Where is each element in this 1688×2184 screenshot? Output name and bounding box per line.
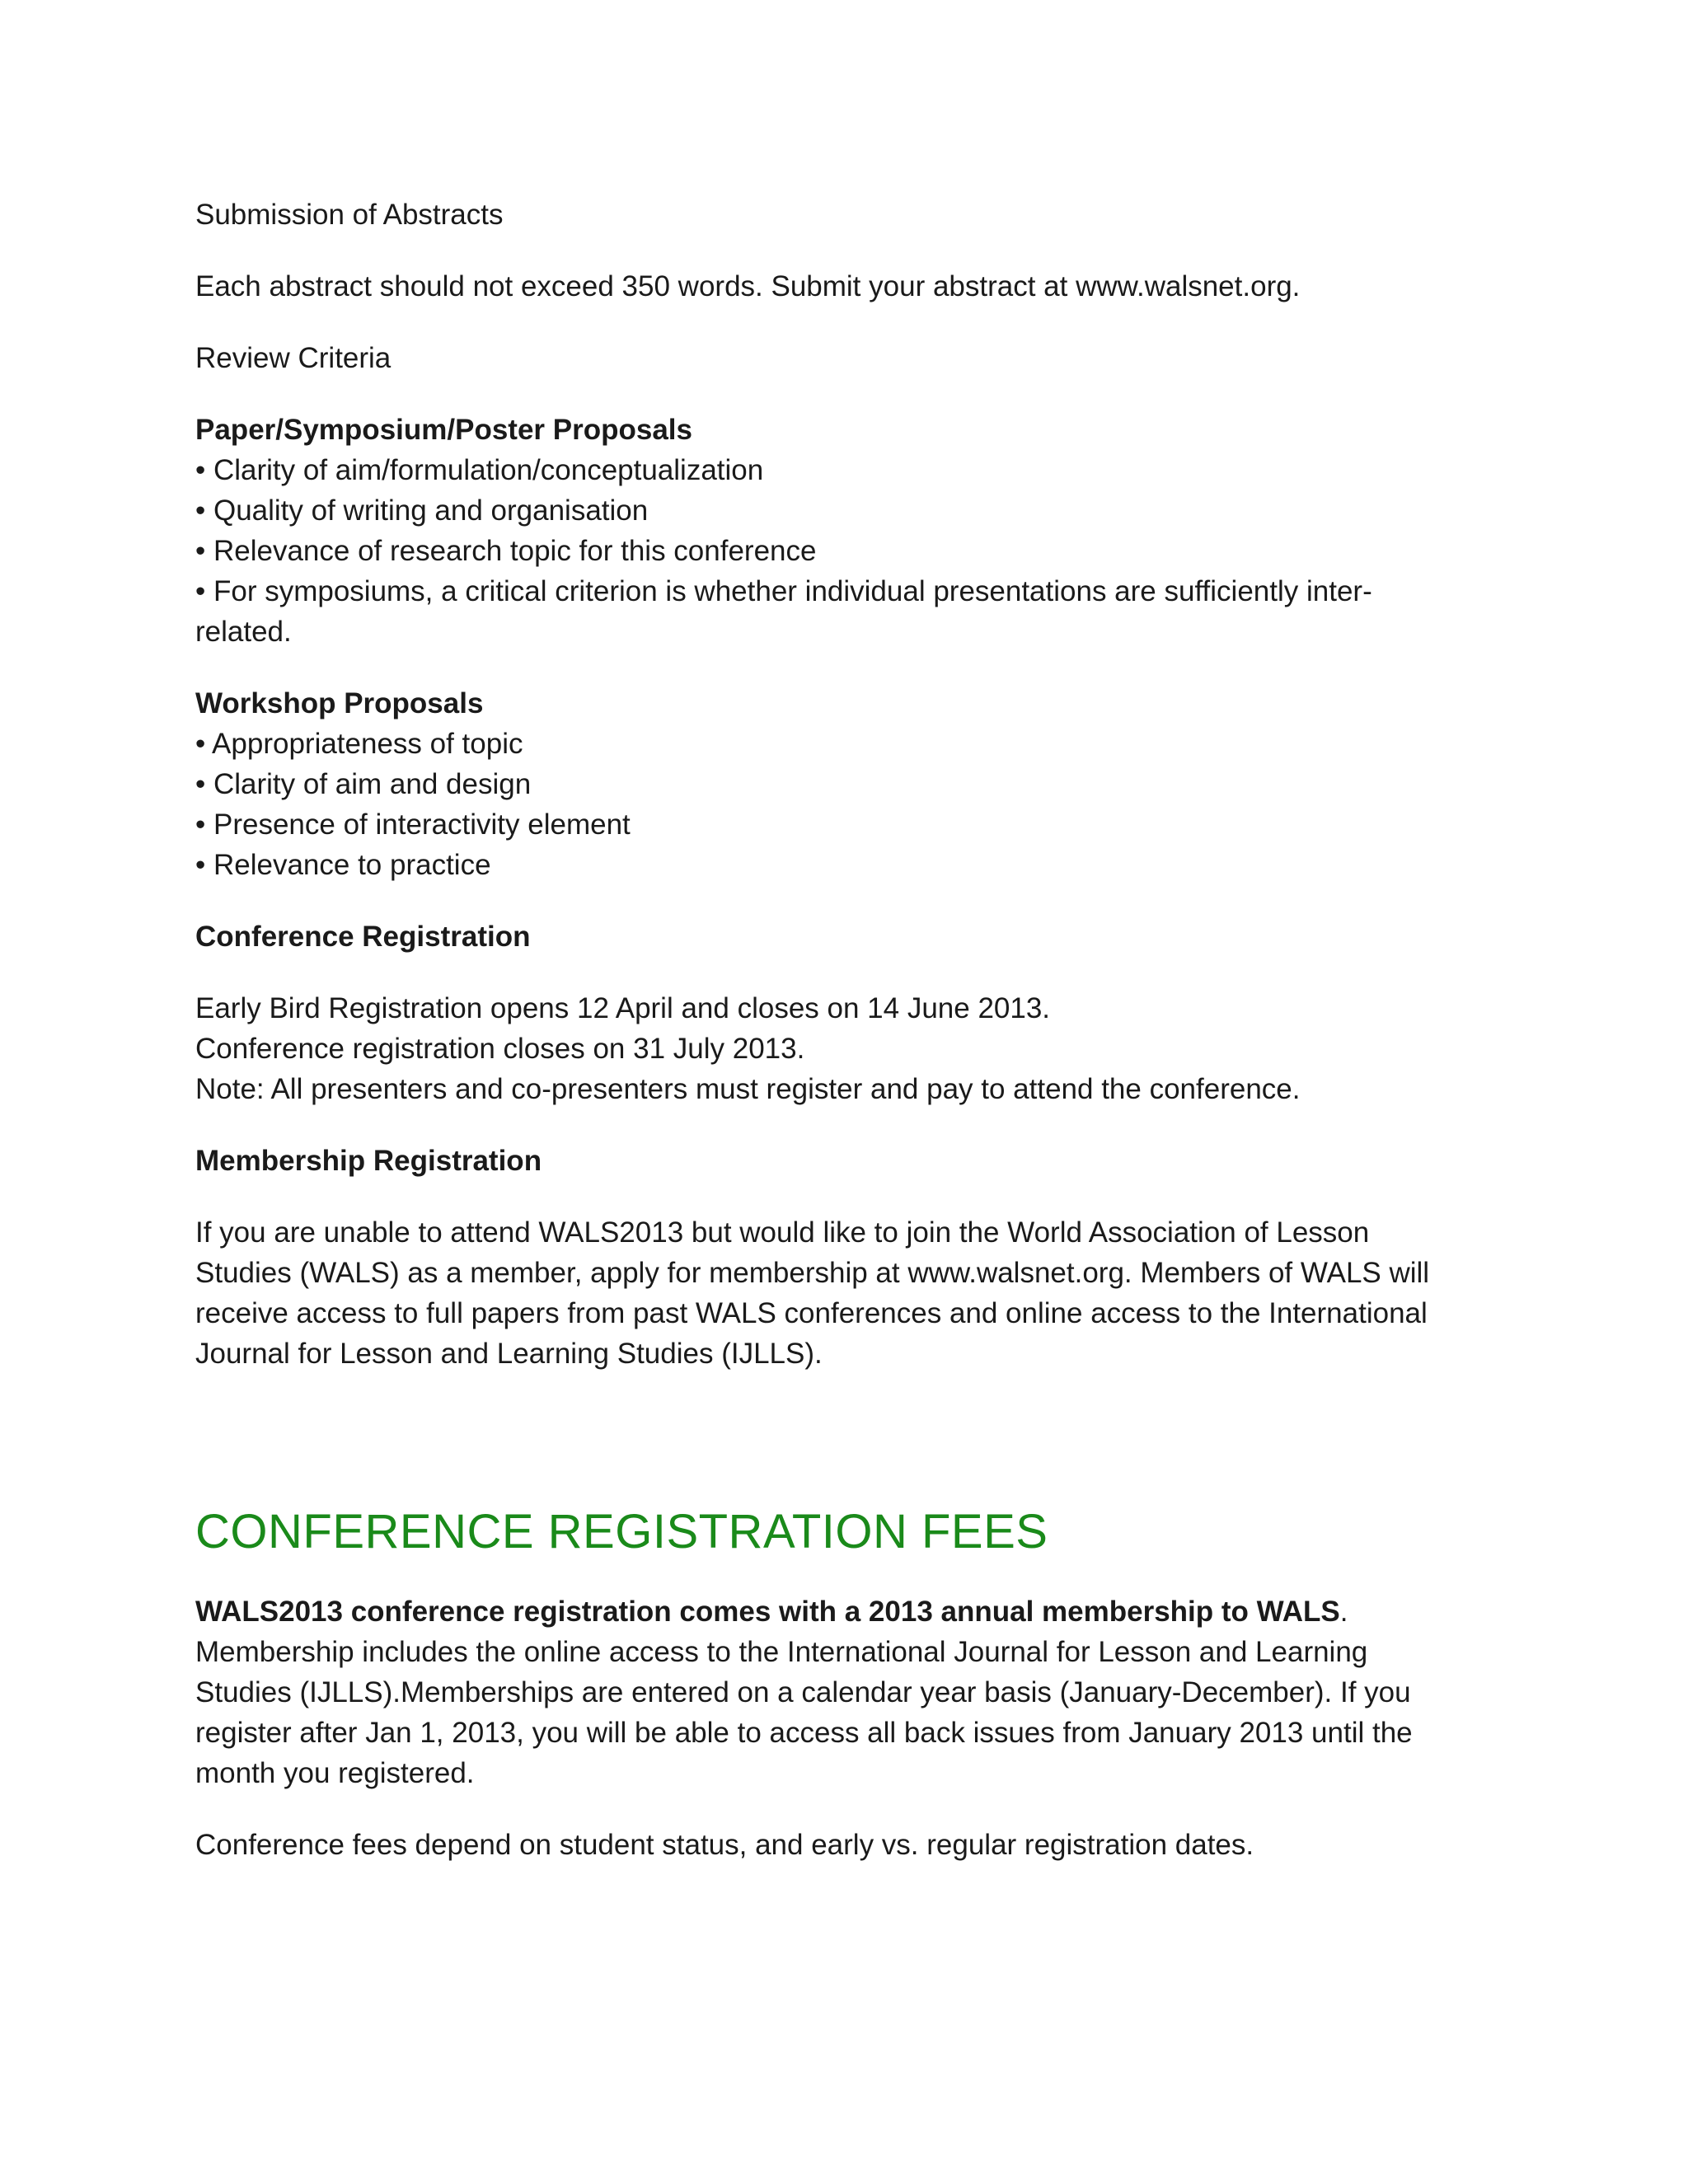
text-line: If you are unable to attend WALS2013 but would like to join the World Association of Lesson: [195, 1216, 1370, 1249]
membership-registration-heading: Membership Registration: [195, 1145, 542, 1177]
list-item-continuation: related.: [195, 616, 292, 648]
fees-closing-text: Conference fees depend on student status, and early vs. regular registration dates.: [195, 1829, 1254, 1861]
text-line: Journal for Lesson and Learning Studies (IJLLS).: [195, 1338, 823, 1370]
text-line: Note: All presenters and co-presenters must register and pay to attend the conference.: [195, 1073, 1301, 1105]
conference-registration-heading: Conference Registration: [195, 921, 531, 953]
text-line: Studies (WALS) as a member, apply for membership at www.walsnet.org. Members of WALS will: [195, 1257, 1430, 1289]
paper-proposals-section: [195, 410, 1514, 652]
abstracts-text: Each abstract should not exceed 350 words. Submit your abstract at www.walsnet.org.: [195, 270, 1301, 302]
list-item: • Quality of writing and organisation: [195, 494, 649, 527]
fees-bold-lead: WALS2013 conference registration comes with a 2013 annual membership to WALS: [195, 1596, 1340, 1628]
text-line: receive access to full papers from past WALS conferences and online access to the International: [195, 1297, 1428, 1329]
section-spacer: [195, 1405, 1514, 1504]
document-content: [195, 194, 1514, 1896]
list-item: • Relevance of research topic for this conference: [195, 535, 817, 567]
text-line: Studies (IJLLS).Memberships are entered on a calendar year basis (January-December). If you: [195, 1676, 1411, 1708]
list-item: • Relevance to practice: [195, 849, 491, 881]
review-criteria-heading: Review Criteria: [195, 342, 392, 374]
abstracts-heading: Submission of Abstracts: [195, 199, 504, 231]
list-item: • For symposiums, a critical criterion is whether individual presentations are sufficiently inter-: [195, 575, 1372, 607]
text-line: register after Jan 1, 2013, you will be able to access all back issues from January 2013 until the: [195, 1717, 1413, 1749]
list-item: • Clarity of aim/formulation/conceptualization: [195, 454, 764, 486]
workshop-proposals-heading: Workshop Proposals: [195, 687, 484, 719]
text-line: Early Bird Registration opens 12 April and closes on 14 June 2013.: [195, 992, 1051, 1024]
text-line: Membership includes the online access to the International Journal for Lesson and Learning: [195, 1636, 1368, 1668]
text-line: month you registered.: [195, 1757, 475, 1789]
text-line: [195, 1591, 1514, 1632]
workshop-proposals-section: [195, 683, 1514, 885]
registration-fees-heading: CONFERENCE REGISTRATION FEES: [195, 1505, 1048, 1558]
list-item: • Clarity of aim and design: [195, 768, 532, 800]
paper-proposals-heading: Paper/Symposium/Poster Proposals: [195, 414, 692, 446]
registration-fees-text: [195, 1591, 1514, 1793]
list-item: • Presence of interactivity element: [195, 808, 631, 841]
list-item: • Appropriateness of topic: [195, 728, 523, 760]
membership-registration-text: [195, 1212, 1514, 1374]
text-line: Conference registration closes on 31 July 2013.: [195, 1033, 805, 1065]
fees-bold-lead-suffix: .: [1339, 1596, 1348, 1628]
conference-registration-text: [195, 988, 1514, 1109]
